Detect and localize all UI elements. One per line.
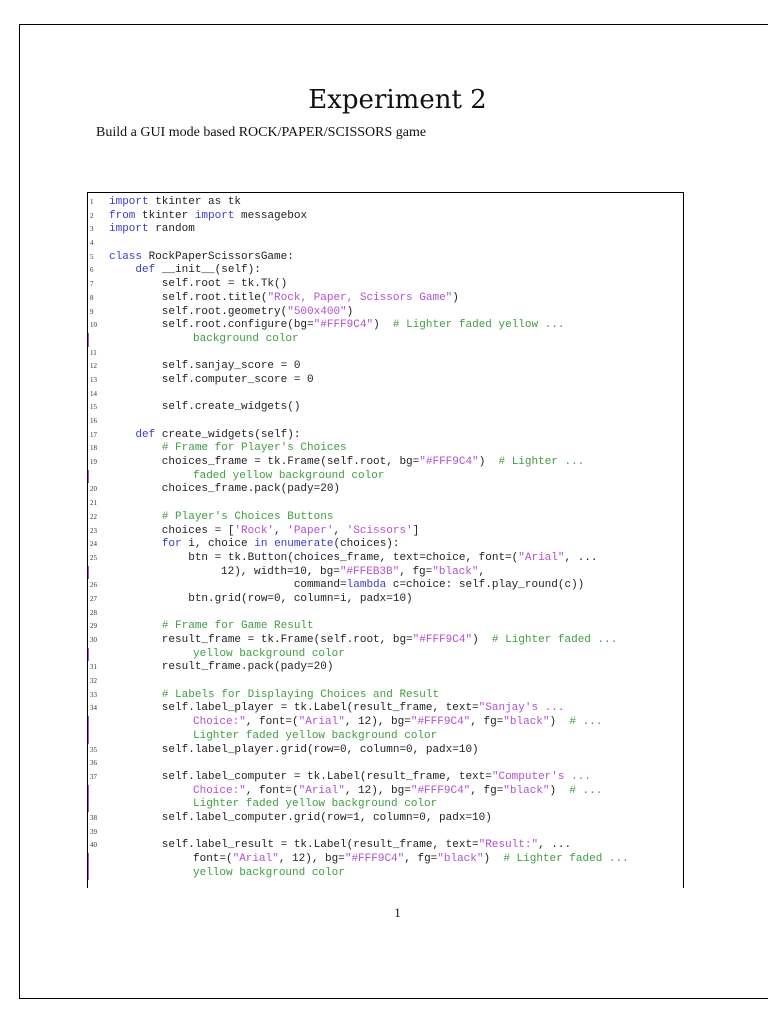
code-text — [109, 689, 162, 701]
code-line — [88, 552, 683, 566]
line-number: 18 — [90, 444, 97, 453]
code-comment: Lighter faded yellow background color — [193, 798, 438, 811]
wrap-marker — [88, 716, 89, 730]
code-comment: # Frame for Game Result — [161, 620, 314, 633]
line-number: 4 — [90, 239, 94, 248]
code-string: "Rock, Paper, Scissors Game" — [267, 291, 453, 304]
code-continuation-line — [88, 470, 683, 484]
line-number: 14 — [90, 389, 97, 398]
code-line — [88, 278, 683, 292]
code-text-line — [109, 702, 565, 716]
code-text-line — [109, 689, 439, 703]
code-continuation-text — [109, 566, 485, 580]
code-text: self.root.configure(bg= — [109, 319, 314, 332]
code-keyword: def — [135, 264, 156, 277]
code-text: choices_frame = tk.Frame(self.root, bg= — [109, 456, 420, 469]
code-line — [88, 223, 683, 237]
code-text: ) — [478, 456, 499, 469]
code-continuation-line — [88, 566, 683, 580]
code-text-line — [109, 483, 340, 497]
code-string: 'Paper' — [287, 524, 334, 537]
code-text: , — [478, 565, 486, 578]
code-line — [88, 292, 683, 306]
code-continuation-line — [88, 648, 683, 662]
code-text-line — [109, 442, 347, 456]
code-line — [88, 401, 683, 415]
code-text-line — [109, 839, 571, 853]
code-text — [109, 511, 162, 523]
code-text: self.root.geometry( — [109, 305, 288, 318]
code-keyword: class — [109, 250, 143, 263]
code-line — [88, 675, 683, 689]
line-number: 24 — [90, 540, 97, 549]
line-number: 26 — [90, 581, 97, 590]
code-line — [88, 620, 683, 634]
code-text: , 12), bg= — [344, 784, 411, 797]
code-line — [88, 264, 683, 278]
code-line — [88, 771, 683, 785]
code-line — [88, 497, 683, 511]
code-text: , fg= — [404, 853, 438, 865]
code-comment: Lighter faded yellow background color — [193, 729, 438, 742]
code-text-line — [109, 374, 314, 388]
code-line — [88, 757, 683, 771]
code-string: "#FFF9C4" — [412, 634, 473, 646]
code-text: random — [148, 223, 195, 236]
code-text: self.computer_score = 0 — [109, 373, 314, 386]
code-text: choices = [ — [109, 524, 235, 537]
code-comment: # Lighter faded ... — [503, 853, 629, 865]
code-string: "black" — [503, 716, 550, 729]
code-text-line — [109, 278, 287, 292]
code-line — [88, 483, 683, 497]
wrap-marker — [88, 853, 89, 867]
code-text: self.label_player.grid(row=0, column=0, padx=10) — [109, 743, 479, 756]
code-text: ) — [373, 319, 393, 332]
code-text: ) — [549, 716, 570, 729]
code-keyword: enumerate — [274, 538, 334, 551]
document-subtitle: Build a GUI mode based ROCK/PAPER/SCISSORS game — [96, 125, 427, 140]
code-continuation-text — [109, 867, 345, 881]
code-comment: yellow background color — [193, 866, 345, 879]
code-text — [109, 442, 162, 454]
line-number: 32 — [90, 677, 97, 686]
code-text-line — [109, 552, 598, 566]
code-text-line — [109, 360, 300, 374]
code-text: tkinter as tk — [148, 196, 242, 208]
wrap-marker — [88, 566, 89, 580]
line-number: 12 — [90, 362, 97, 371]
code-text: self.label_result = tk.Label(result_frame, text= — [109, 839, 479, 852]
code-continuation-line — [88, 333, 683, 347]
code-comment: yellow background color — [193, 647, 345, 660]
code-keyword: in — [254, 538, 268, 551]
code-text-line — [109, 538, 400, 552]
code-text: (choices): — [333, 538, 400, 551]
code-text: btn.grid(row=0, column=i, padx=10) — [109, 592, 413, 605]
code-text-line — [109, 511, 333, 525]
code-line — [88, 210, 683, 224]
line-number: 27 — [90, 594, 97, 603]
line-number: 22 — [90, 512, 97, 521]
code-line — [88, 415, 683, 429]
code-comment: # Player's Choices Buttons — [161, 510, 334, 523]
line-number: 19 — [90, 458, 97, 467]
code-continuation-line — [88, 785, 683, 799]
code-text — [109, 264, 135, 276]
code-text: tkinter — [135, 209, 195, 222]
code-string: "Computer's ... — [491, 770, 591, 783]
line-number: 7 — [90, 280, 94, 289]
code-continuation-text — [109, 730, 437, 744]
code-text-line — [109, 319, 565, 333]
code-keyword: import — [194, 209, 235, 222]
line-number: 28 — [90, 608, 97, 617]
code-line — [88, 839, 683, 853]
code-line — [88, 826, 683, 840]
code-text: ) — [346, 305, 354, 318]
code-line — [88, 593, 683, 607]
code-continuation-text — [109, 333, 299, 347]
code-text-line — [109, 812, 492, 826]
line-number: 39 — [90, 827, 97, 836]
code-line — [88, 511, 683, 525]
code-text-line — [109, 456, 584, 470]
code-comment: # Lighter faded ... — [491, 634, 618, 646]
code-line — [88, 689, 683, 703]
code-line — [88, 456, 683, 470]
code-continuation-text — [109, 798, 437, 812]
code-text: RockPaperScissorsGame: — [142, 250, 294, 263]
code-text-line — [109, 196, 241, 210]
code-text: , ... — [564, 551, 598, 564]
code-keyword: def — [135, 428, 156, 441]
code-continuation-line — [88, 853, 683, 867]
code-line — [88, 702, 683, 716]
line-number: 10 — [90, 321, 97, 330]
code-comment: # Frame for Player's Choices — [161, 442, 347, 455]
code-string: "black" — [437, 853, 484, 865]
code-line — [88, 306, 683, 320]
line-number: 37 — [90, 772, 97, 781]
code-text: , — [274, 524, 288, 537]
line-number: 35 — [90, 745, 97, 754]
code-text: self.root.title( — [109, 291, 268, 304]
code-continuation-line — [88, 730, 683, 744]
code-comment: # ... — [569, 716, 603, 729]
line-number: 15 — [90, 403, 97, 412]
wrap-marker — [88, 730, 89, 744]
line-number: 33 — [90, 690, 97, 699]
code-comment: # Lighter ... — [498, 456, 585, 469]
code-string: "#FFF9C4" — [344, 853, 405, 865]
code-comment: # Lighter faded yellow ... — [392, 319, 565, 332]
line-number: 40 — [90, 841, 97, 850]
line-number: 20 — [90, 485, 97, 494]
code-line — [88, 634, 683, 648]
code-text: ] — [412, 524, 420, 537]
code-keyword: for — [161, 538, 182, 551]
code-text-line — [109, 223, 195, 237]
code-lines — [88, 196, 683, 880]
code-text: c=choice: self.play_round(c)) — [386, 579, 585, 592]
code-keyword: import — [109, 223, 149, 236]
code-string: Choice:" — [193, 784, 246, 797]
code-line — [88, 812, 683, 826]
code-keyword: from — [109, 209, 136, 222]
code-continuation-line — [88, 798, 683, 812]
wrap-marker — [88, 333, 89, 347]
line-number: 3 — [90, 225, 94, 234]
code-line — [88, 347, 683, 361]
line-number: 34 — [90, 704, 97, 713]
code-string: "Arial" — [232, 853, 279, 865]
wrap-marker — [88, 785, 89, 799]
line-number: 30 — [90, 636, 97, 644]
code-line — [88, 319, 683, 333]
code-text: ) — [549, 784, 570, 797]
code-text: choices_frame.pack(pady=20) — [109, 483, 341, 496]
code-text: ) — [483, 853, 504, 865]
line-number: 29 — [90, 622, 97, 631]
code-string: "Result:" — [478, 839, 539, 852]
code-text-line — [109, 579, 584, 593]
code-string: "#FFF9C4" — [410, 784, 471, 797]
line-number: 8 — [90, 293, 94, 302]
line-number: 6 — [90, 266, 94, 275]
line-number: 9 — [90, 307, 94, 316]
code-text-line — [109, 620, 314, 634]
line-number: 38 — [90, 813, 97, 822]
code-text-line — [109, 634, 617, 648]
code-string: "#FFF9C4" — [313, 319, 374, 332]
code-line — [88, 744, 683, 758]
code-text: self.label_computer.grid(row=1, column=0, padx=10) — [109, 811, 492, 824]
line-number: 5 — [90, 252, 94, 261]
code-string: "#FFF9C4" — [419, 456, 479, 469]
code-text: messagebox — [234, 209, 308, 222]
line-number: 25 — [90, 553, 97, 562]
code-string: "500x400" — [287, 305, 347, 318]
code-text: ) — [472, 634, 492, 646]
code-string: Choice:" — [193, 716, 246, 729]
line-number: 13 — [90, 375, 97, 384]
code-continuation-text — [109, 853, 629, 867]
code-continuation-line — [88, 867, 683, 881]
line-number: 23 — [90, 526, 97, 535]
code-continuation-text — [109, 716, 602, 730]
code-text-line — [109, 292, 459, 306]
code-line — [88, 374, 683, 388]
code-text: self.sanjay_score = 0 — [109, 360, 301, 373]
wrap-marker — [88, 470, 89, 484]
document-page — [19, 24, 768, 999]
code-text — [109, 538, 162, 550]
code-text: , 12), bg= — [278, 853, 345, 865]
code-text-line — [109, 771, 591, 785]
code-text: 12), width=10, bg= — [221, 565, 340, 578]
code-string: "Arial" — [298, 716, 345, 729]
code-line — [88, 196, 683, 210]
code-text: self.label_player = tk.Label(result_frame, text= — [109, 702, 479, 715]
code-line — [88, 388, 683, 402]
code-text: command= — [109, 579, 347, 592]
code-text — [109, 620, 162, 632]
code-text: , — [333, 524, 347, 537]
code-string: "#FFEB3B" — [339, 565, 400, 578]
code-continuation-text — [109, 785, 602, 799]
code-string: "black" — [503, 784, 550, 797]
code-text: btn = tk.Button(choices_frame, text=choice, font=( — [109, 551, 519, 564]
code-string: "Arial" — [518, 551, 565, 564]
code-comment: faded yellow background color — [193, 469, 385, 482]
code-text-line — [109, 525, 419, 539]
code-text-line — [109, 264, 261, 278]
code-text-line — [109, 593, 413, 607]
code-text: ) — [452, 291, 459, 304]
code-keyword: lambda — [346, 579, 387, 592]
line-number: 21 — [90, 499, 97, 508]
line-number: 36 — [90, 759, 97, 768]
code-text-line — [109, 251, 294, 265]
wrap-marker — [88, 867, 89, 881]
code-continuation-text — [109, 470, 384, 484]
code-text: , ... — [538, 839, 572, 852]
code-text: create_widgets(self): — [155, 428, 301, 441]
code-string: 'Rock' — [234, 524, 275, 537]
code-text-line — [109, 401, 300, 415]
code-listing — [87, 192, 684, 888]
code-text: self.create_widgets() — [109, 401, 301, 414]
line-number: 31 — [90, 663, 97, 672]
code-text: , fg= — [470, 716, 504, 729]
code-text-line — [109, 661, 333, 675]
line-number: 11 — [90, 348, 97, 357]
code-text: , font=( — [245, 716, 299, 729]
code-line — [88, 251, 683, 265]
code-line — [88, 525, 683, 539]
code-text: font=( — [193, 853, 233, 865]
code-text-line — [109, 429, 300, 443]
code-text: , fg= — [470, 784, 504, 797]
code-string: "#FFF9C4" — [410, 716, 471, 729]
code-line — [88, 661, 683, 675]
code-text — [109, 429, 135, 441]
code-comment: # ... — [569, 784, 603, 797]
code-text: , font=( — [245, 784, 299, 797]
code-continuation-text — [109, 648, 345, 662]
code-text: result_frame.pack(pady=20) — [109, 661, 334, 674]
line-number: 1 — [90, 198, 94, 206]
document-title: Experiment 2 — [308, 85, 487, 115]
line-number: 16 — [90, 417, 97, 425]
code-text: self.label_computer = tk.Label(result_frame, text= — [109, 770, 492, 783]
code-line — [88, 360, 683, 374]
code-continuation-line — [88, 716, 683, 730]
code-text-line — [109, 744, 479, 758]
code-string: "black" — [432, 565, 479, 578]
code-text: , 12), bg= — [344, 716, 411, 729]
code-text: __init__(self): — [155, 264, 261, 277]
code-line — [88, 442, 683, 456]
code-comment: background color — [193, 332, 299, 345]
code-line — [88, 579, 683, 593]
line-number: 2 — [90, 211, 94, 220]
page-number: 1 — [394, 905, 401, 920]
code-line — [88, 607, 683, 621]
code-text: self.root = tk.Tk() — [109, 278, 288, 291]
code-text: i, choice — [181, 538, 255, 551]
code-string: "Sanjay's ... — [478, 702, 565, 715]
wrap-marker — [88, 648, 89, 662]
code-text: , fg= — [399, 565, 433, 578]
code-line — [88, 538, 683, 552]
code-string: 'Scissors' — [346, 524, 413, 537]
code-keyword: import — [109, 196, 149, 208]
code-text-line — [109, 306, 353, 320]
code-line — [88, 237, 683, 251]
code-string: "Arial" — [298, 784, 345, 797]
code-text-line — [109, 210, 307, 224]
code-line — [88, 429, 683, 443]
code-text: result_frame = tk.Frame(self.root, bg= — [109, 634, 413, 646]
code-comment: # Labels for Displaying Choices and Result — [161, 688, 440, 701]
wrap-marker — [88, 798, 89, 812]
line-number: 17 — [90, 430, 97, 439]
